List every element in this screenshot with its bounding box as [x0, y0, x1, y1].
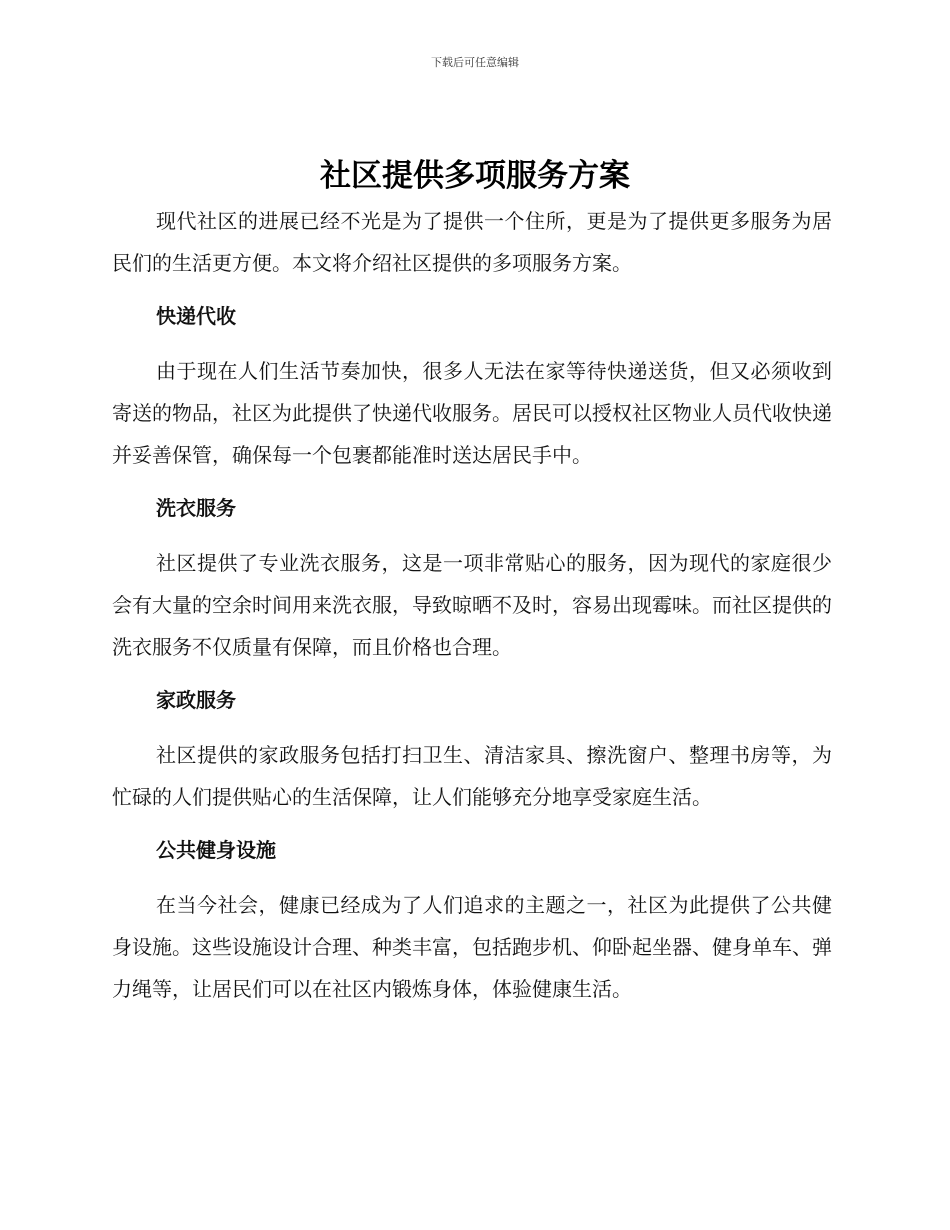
- section-heading: 家政服务: [156, 688, 236, 712]
- section-paragraph: 由于现在人们生活节奏加快，很多人无法在家等待快递送货，但又必须收到寄送的物品，社区为此提供了快递代收服务。居民可以授权社区物业人员代收快递并妥善保管，确保每一个包裹都能准时送达居民手中。: [112, 359, 832, 467]
- section-heading: 公共健身设施: [156, 838, 276, 862]
- section-paragraph: 在当今社会，健康已经成为了人们追求的主题之一，社区为此提供了公共健身设施。这些设施设计合理、种类丰富，包括跑步机、仰卧起坐器、健身单车、弹力绳等，让居民们可以在社区内锻炼身体，体验健康生活。: [112, 893, 832, 1001]
- document-body: [112, 200, 832, 1028]
- section-fitness: [112, 836, 832, 1010]
- section-express-delivery: [112, 302, 832, 476]
- section-laundry: [112, 494, 832, 668]
- intro-paragraph: 现代社区的进展已经不光是为了提供一个住所，更是为了提供更多服务为居民们的生活更方便。本文将介绍社区提供的多项服务方案。: [112, 209, 832, 275]
- section-heading: 快递代收: [156, 304, 236, 328]
- header-note: 下载后可任意编辑: [431, 56, 519, 69]
- section-housekeeping: [112, 686, 832, 818]
- section-paragraph: 社区提供的家政服务包括打扫卫生、清洁家具、擦洗窗户、整理书房等，为忙碌的人们提供贴心的生活保障，让人们能够充分地享受家庭生活。: [112, 743, 832, 809]
- section-heading: 洗衣服务: [156, 496, 236, 520]
- page-title: 社区提供多项服务方案: [320, 158, 630, 194]
- section-paragraph: 社区提供了专业洗衣服务，这是一项非常贴心的服务，因为现代的家庭很少会有大量的空余时间用来洗衣服，导致晾晒不及时，容易出现霉味。而社区提供的洗衣服务不仅质量有保障，而且价格也合理。: [112, 551, 832, 659]
